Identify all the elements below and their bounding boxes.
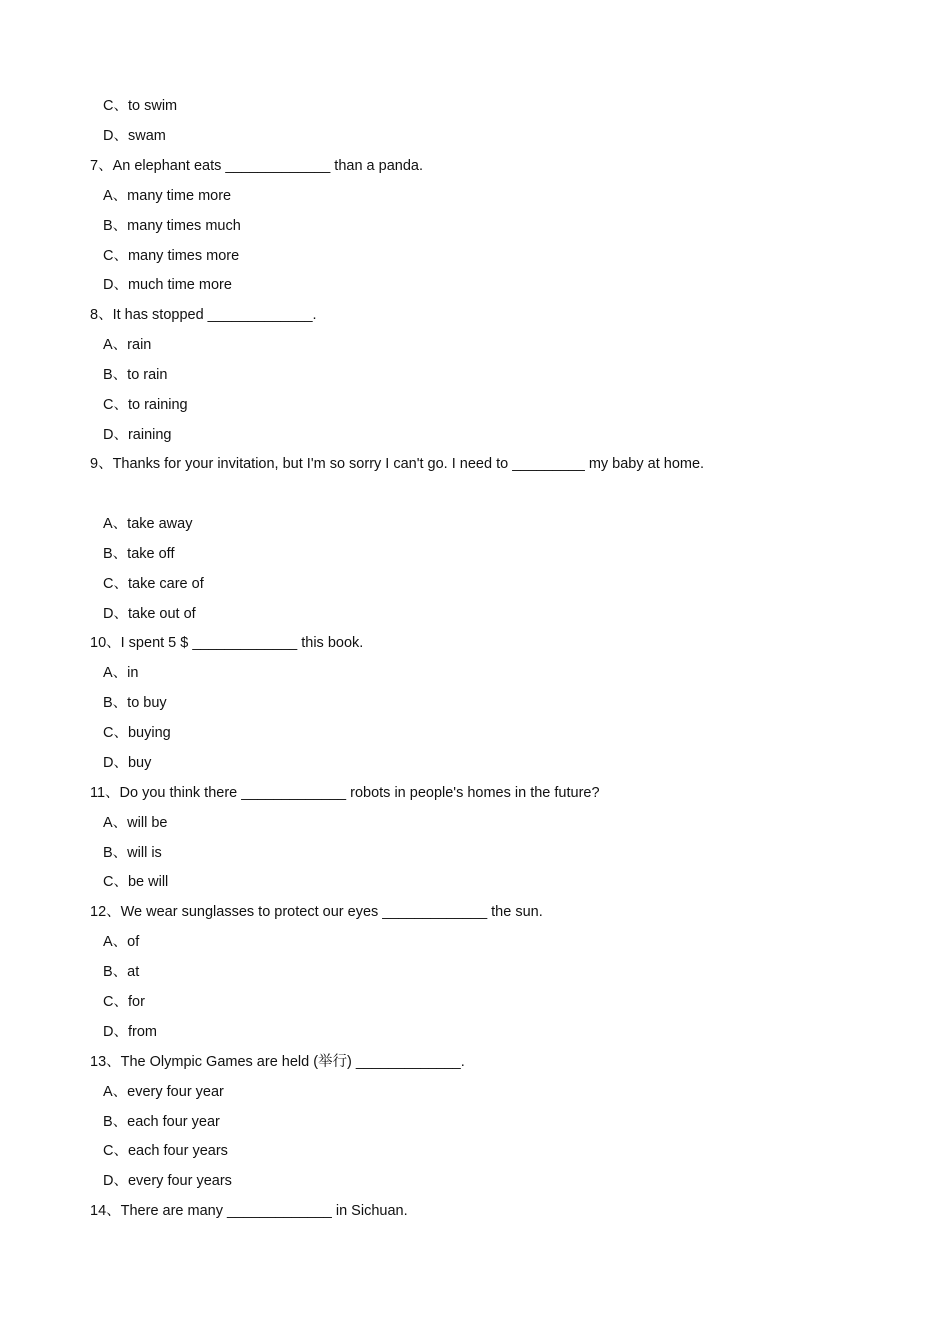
question-10: 10、I spent 5 $ _____________ this book. — [90, 635, 364, 651]
option-12b: B、at — [103, 964, 140, 980]
question-12: 12、We wear sunglasses to protect our eyes _____________ the sun. — [90, 904, 543, 920]
option-13b: B、each four year — [103, 1114, 220, 1130]
option-6d: D、swam — [103, 128, 166, 144]
option-9a: A、take away — [103, 516, 193, 532]
question-14: 14、There are many _____________ in Sichuan. — [90, 1203, 408, 1219]
option-10b: B、to buy — [103, 695, 167, 711]
option-11a: A、will be — [103, 815, 168, 831]
question-7: 7、An elephant eats _____________ than a panda. — [90, 158, 423, 174]
option-13a: A、every four year — [103, 1084, 224, 1100]
option-13c: C、each four years — [103, 1143, 228, 1159]
option-13d: D、every four years — [103, 1173, 232, 1189]
question-8: 8、It has stopped _____________. — [90, 307, 317, 323]
option-8b: B、to rain — [103, 367, 168, 383]
option-10a: A、in — [103, 665, 139, 681]
option-11c: C、be will — [103, 874, 169, 890]
option-8c: C、to raining — [103, 397, 188, 413]
option-11b: B、will is — [103, 845, 162, 861]
option-8a: A、rain — [103, 337, 152, 353]
option-9b: B、take off — [103, 546, 175, 562]
option-7c: C、many times more — [103, 248, 240, 264]
option-10c: C、buying — [103, 725, 171, 741]
option-9c: C、take care of — [103, 576, 204, 592]
option-12d: D、from — [103, 1024, 157, 1040]
question-9: 9、Thanks for your invitation, but I'm so sorry I can't go. I need to _________ my baby at home. — [90, 456, 705, 472]
option-10d: D、buy — [103, 755, 152, 771]
option-8d: D、raining — [103, 427, 172, 443]
question-13: 13、The Olympic Games are held (举行) _____________. — [90, 1054, 465, 1070]
option-6c: C、to swim — [103, 98, 178, 114]
option-7d: D、much time more — [103, 277, 232, 293]
option-12a: A、of — [103, 934, 140, 950]
question-11: 11、Do you think there _____________ robots in people's homes in the future? — [90, 785, 600, 801]
option-12c: C、for — [103, 994, 145, 1010]
option-7a: A、many time more — [103, 188, 232, 204]
option-9d: D、take out of — [103, 606, 196, 622]
option-7b: B、many times much — [103, 218, 241, 234]
